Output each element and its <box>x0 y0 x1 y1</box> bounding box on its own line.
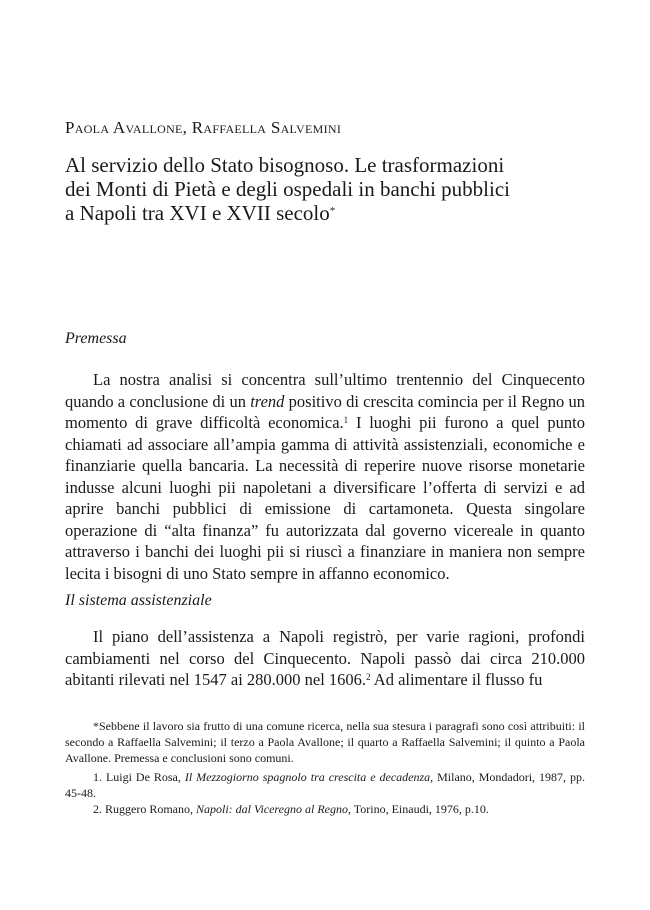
footnote-text: 2. Ruggero Romano, <box>93 802 196 816</box>
paragraph-text: La nostra analisi si concentra sull’ultimo trentennio del Cinquecento quando a conclusione di un <box>65 370 585 411</box>
paragraph-text: I luoghi pii furono a quel punto chiamati ad associare all’ampia gamma di attività assistenziali, economiche e finanziarie quella bancaria. La necessità di reperire nuove risorse monetarie indusse alcuni luoghi pii napoletani a diversificare l’offerta di servizi e ad aprire banchi pubblici di emissione di cartamoneta. Questa singolare operazione di “alta finanza” fu autorizzata dal governo vicereale in quanto attraverso i banchi dei luoghi pii si riuscì a finanziare in maniera non sempre lecita i bisogni di uno Stato sempre in affanno economico. <box>65 413 585 583</box>
title-line-text: a Napoli tra XVI e XVII secolo <box>65 201 330 225</box>
paragraph-text: positivo di crescita comincia per il Regno un momento di grave difficoltà economica. <box>65 391 585 432</box>
paragraph-text: Ad alimentare il flusso fu <box>370 670 543 689</box>
body-paragraph-sistema <box>65 626 585 690</box>
title-line: dei Monti di Pietà e degli ospedali in banchi pubblici <box>65 177 510 201</box>
section-heading-premessa: Premessa <box>65 330 127 347</box>
footnote-star: *Sebbene il lavoro sia frutto di una comune ricerca, nella sua stesura i paragrafi sono così attribuiti: il secondo a Raffaella Salvemini; il terzo a Paola Avallone; il quarto a Raffaella Salvemini; il quinto a Paola Avallone. Premessa e conclusioni sono comuni. <box>65 719 585 765</box>
footnote-book-title: Il Mezzogiorno spagnolo tra crescita e decadenza <box>184 770 431 784</box>
author-names: Paola Avallone, Raffaella Salvemini <box>65 118 342 137</box>
footnote-text: , Torino, Einaudi, 1976, p.10. <box>347 802 489 816</box>
footnote-text: , Milano, Mondadori, 1987, pp. 45-48. <box>65 770 585 800</box>
footnote-2 <box>65 801 585 817</box>
footnote-ref-1[interactable]: 1 <box>343 415 349 425</box>
footnote-text: 1. Luigi De Rosa, <box>93 770 185 784</box>
title-line <box>65 201 585 225</box>
footnote-1 <box>65 769 585 801</box>
paragraph-text: Il piano dell’assistenza a Napoli registrò, per varie ragioni, profondi cambiamenti nel corso del Cinquecento. Napoli passò dai circa 210.000 abitanti rilevati nel 1547 ai 280.000 nel 1606. <box>65 627 585 689</box>
title-line: Al servizio dello Stato bisognoso. Le trasformazioni <box>65 153 505 177</box>
title-footnote-marker[interactable]: * <box>329 205 336 217</box>
emphasis-text: trend <box>250 391 285 411</box>
footnote-book-title: Napoli: dal Viceregno al Regno <box>196 802 348 816</box>
body-paragraph-premessa <box>65 369 585 584</box>
footnote-ref-2[interactable]: 2 <box>366 672 371 682</box>
section-heading-sistema-assistenziale: Il sistema assistenziale <box>65 592 212 609</box>
article-title <box>65 153 585 225</box>
